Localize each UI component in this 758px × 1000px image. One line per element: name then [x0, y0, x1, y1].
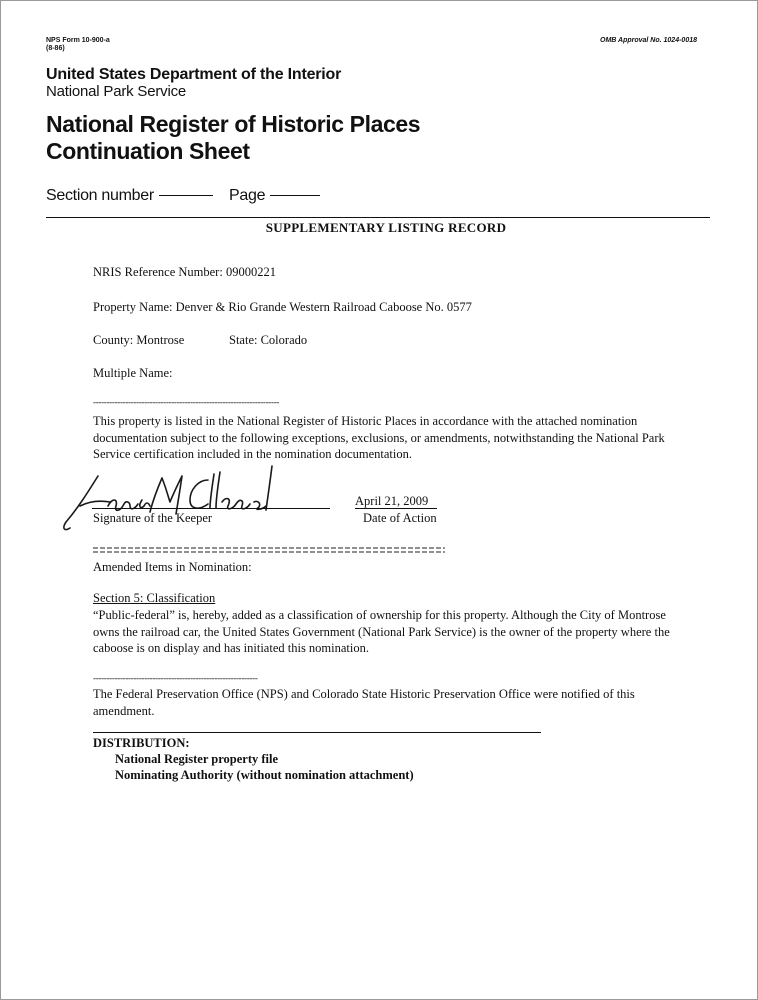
section-number-blank — [159, 195, 213, 196]
section-title-text: Section 5: Classification — [93, 591, 216, 605]
keeper-signature — [58, 462, 288, 542]
action-date: April 21, 2009 — [355, 494, 429, 508]
distribution-rule — [93, 732, 541, 733]
state: State: Colorado — [229, 333, 308, 347]
double-dash-separator — [93, 545, 446, 555]
distribution-label: DISTRIBUTION: — [93, 736, 190, 750]
form-number — [46, 37, 110, 53]
signature-label: Signature of the Keeper — [93, 511, 213, 525]
amended-items-label: Amended Items in Nomination: — [93, 560, 252, 574]
signature-line — [92, 508, 330, 509]
agency-name: National Park Service — [46, 83, 187, 100]
header-rule — [46, 217, 710, 218]
section-title — [93, 591, 215, 606]
separator-dashes-2: ------------------------------------------------------------- — [93, 673, 258, 683]
section-page-row — [46, 187, 320, 205]
form-date: (8-86) — [46, 45, 65, 52]
distribution-item: National Register property file — [115, 752, 279, 766]
separator-dashes-1: --------------------------------------------------------------------- — [93, 397, 280, 407]
county: County: Montrose — [93, 333, 185, 347]
record-heading: SUPPLEMENTARY LISTING RECORD — [265, 220, 507, 235]
omb-number: OMB Approval No. 1024-0018 — [600, 37, 697, 44]
form-number-text: NPS Form 10-900-a — [46, 37, 110, 44]
page-label: Page — [229, 187, 266, 204]
date-of-action-label: Date of Action — [363, 511, 437, 525]
notification-text: The Federal Preservation Office (NPS) and Colorado State Historic Preservation Office were notified of this amendment. — [93, 687, 635, 718]
distribution-item: Nominating Authority (without nomination attachment) — [115, 768, 414, 782]
section-text: “Public-federal” is, hereby, added as a classification of ownership for this property. Although the City of Montrose owns the railroad car, the United States Government (National Park Service) is the owner of the property where the caboose is on display and has initiated this nomination. — [93, 608, 670, 655]
listing-statement: This property is listed in the National Register of Historic Places in accordance with the attached nomination documentation subject to the following exceptions, exclusions, or amendments, notwithstanding the National Park Service certification included in the nomination documentation. — [93, 414, 665, 461]
property-name: Property Name: Denver & Rio Grande Western Railroad Caboose No. 0577 — [93, 300, 472, 314]
form-title — [46, 111, 420, 165]
page-blank — [270, 195, 320, 196]
section-number-label: Section number — [46, 187, 154, 204]
multiple-name: Multiple Name: — [93, 366, 173, 380]
title-line-1: National Register of Historic Places — [46, 111, 421, 137]
department-name: United States Department of the Interior — [46, 66, 342, 83]
title-line-2: Continuation Sheet — [46, 138, 250, 164]
nris-reference: NRIS Reference Number: 09000221 — [93, 265, 276, 279]
